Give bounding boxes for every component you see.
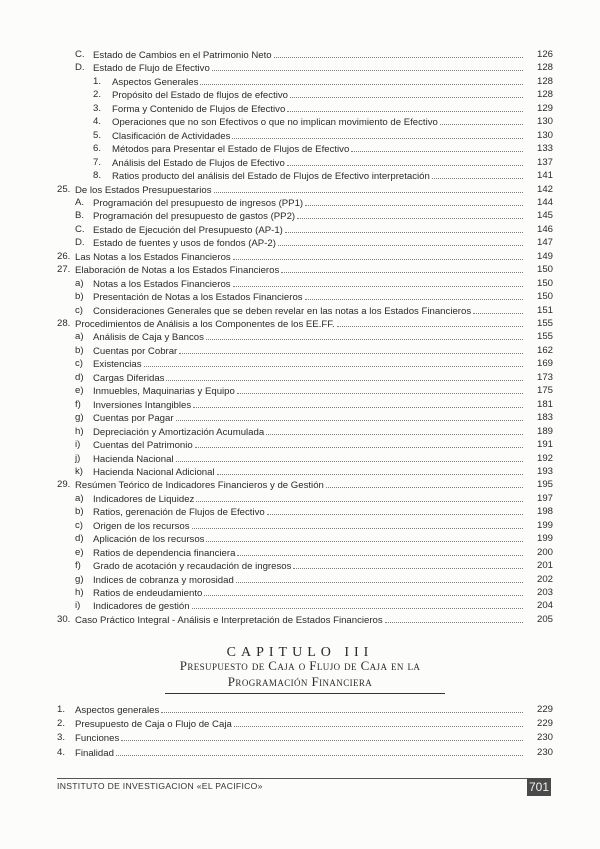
toc-entry-title: Existencias — [93, 359, 142, 371]
toc-entry-title-wrap — [93, 344, 523, 358]
toc-entry-title-wrap — [112, 129, 523, 143]
toc-entry-title: Las Notas a los Estados Financieros — [75, 251, 231, 263]
toc-entry-marker: 6. — [93, 143, 102, 155]
toc-entry-title: Hacienda Nacional — [93, 453, 174, 465]
toc-entry-title-wrap — [93, 532, 523, 546]
toc-entry — [0, 102, 600, 115]
toc-entry-page: 126 — [536, 49, 553, 60]
dot-leader — [192, 599, 523, 609]
toc-entry-title-wrap — [93, 277, 523, 291]
dot-leader — [385, 613, 523, 623]
toc-entry-title: Indices de cobranza y morosidad — [93, 574, 234, 586]
toc-entry-page: 130 — [536, 129, 553, 141]
toc-entry-title: Estado de Flujo de Efectivo — [93, 63, 210, 75]
toc-entry-page: 230 — [536, 746, 553, 758]
footer-rule — [57, 778, 551, 779]
toc-entry — [0, 573, 600, 586]
toc-entry-page: 149 — [536, 250, 553, 262]
toc-entry-page: 128 — [536, 89, 553, 101]
toc-entry-page: 200 — [536, 546, 553, 558]
toc-entry-title-wrap — [93, 371, 523, 385]
toc-entry-title: Ratios de endeudamiento — [93, 588, 203, 599]
toc-entry — [0, 290, 600, 303]
dot-leader — [440, 115, 523, 125]
toc-entry-marker: D. — [75, 237, 85, 249]
dot-leader — [285, 223, 523, 233]
toc-entry — [0, 731, 600, 744]
chapter-title-line-1: Presupuesto de Caja o Flujo de Caja en la — [179, 658, 421, 673]
toc-entry-marker: j) — [75, 452, 81, 464]
toc-entry-page: 145 — [536, 210, 553, 222]
toc-entry — [0, 586, 600, 599]
toc-entry-page: 229 — [536, 704, 553, 715]
toc-entry — [0, 304, 600, 317]
toc-entry — [0, 452, 600, 465]
toc-entry — [0, 384, 600, 397]
toc-entry-title-wrap — [93, 236, 523, 250]
dot-leader — [351, 142, 523, 152]
toc-entry-marker: d) — [75, 371, 84, 383]
dot-leader — [176, 452, 523, 462]
toc-entry-title: Notas a los Estados Financieros — [93, 278, 231, 290]
toc-entry-page: 199 — [536, 533, 553, 545]
toc-entry-page: 162 — [536, 344, 553, 356]
toc-entry-title-wrap — [93, 425, 523, 439]
toc-entry — [0, 505, 600, 518]
toc-entry-marker: C. — [75, 49, 85, 60]
toc-entry-title-wrap — [93, 573, 523, 587]
dot-leader — [217, 465, 523, 475]
toc-entry — [0, 317, 600, 330]
toc-entry-marker: 2. — [57, 718, 66, 730]
toc-entry-marker: h) — [75, 425, 84, 437]
toc-entry-marker: 1. — [93, 75, 102, 87]
toc-entry — [0, 48, 600, 61]
toc-entry-page: 199 — [536, 519, 553, 531]
toc-entry-title-wrap — [93, 384, 523, 398]
dot-leader — [176, 411, 523, 421]
toc-entry — [0, 196, 600, 209]
toc-entry-title-wrap — [112, 156, 523, 170]
dot-leader — [200, 75, 523, 85]
dot-leader — [278, 236, 523, 246]
toc-entry — [0, 546, 600, 559]
toc-entry-marker: 29. — [57, 479, 71, 491]
toc-entry — [0, 61, 600, 74]
toc-entry-page: 193 — [536, 465, 553, 477]
toc-entry-title-wrap — [93, 330, 523, 344]
toc-entry-page: 175 — [536, 385, 553, 397]
toc-entry-marker: 27. — [57, 264, 71, 276]
toc-entry-title-wrap — [75, 317, 523, 331]
toc-entry-page: 191 — [536, 439, 553, 451]
toc-entry-page: 150 — [536, 291, 553, 303]
dot-leader — [234, 717, 523, 727]
toc-entry — [0, 438, 600, 451]
toc-entry — [0, 236, 600, 249]
toc-entry-title-wrap — [112, 102, 523, 116]
toc-entry-page: 130 — [536, 116, 553, 128]
dot-leader — [287, 102, 523, 112]
toc-entry-title-wrap — [93, 465, 523, 479]
toc-entry — [0, 398, 600, 411]
toc-entry-page: 204 — [536, 600, 553, 612]
toc-entry-title-wrap — [75, 717, 523, 731]
toc-entry-title: Propósito del Estado de flujos de efectivo — [112, 90, 288, 102]
toc-entry-title: Forma y Contenido de Flujos de Efectivo — [112, 103, 286, 115]
toc-entry-title-wrap — [112, 75, 523, 89]
toc-entry-marker: i) — [75, 439, 81, 451]
toc-entry — [0, 129, 600, 142]
toc-entry-marker: c) — [75, 358, 83, 370]
toc-entry-page: 147 — [536, 237, 553, 249]
toc-entry-marker: 3. — [93, 102, 102, 114]
toc-entry-page: 128 — [536, 75, 553, 87]
toc-entry-title-wrap — [93, 398, 523, 412]
dot-leader — [266, 425, 523, 435]
toc-entry-page: 202 — [536, 573, 553, 585]
dot-leader — [237, 384, 523, 394]
toc-entry — [0, 746, 600, 759]
dot-leader — [232, 129, 523, 139]
dot-leader — [195, 438, 523, 448]
toc-entry-page: 197 — [536, 492, 553, 504]
toc-entry-page: 144 — [536, 196, 553, 208]
toc-entry-marker: 3. — [57, 732, 66, 744]
toc-entry-title: Caso Práctico Integral - Análisis e Interpretación de Estados Financieros — [75, 614, 383, 626]
toc-entry — [0, 465, 600, 478]
toc-entry — [0, 263, 600, 276]
dot-leader — [144, 357, 523, 367]
dot-leader — [206, 330, 523, 340]
toc-entry-page: 198 — [536, 506, 553, 518]
dot-leader — [432, 169, 523, 179]
toc-entry-title: Cuentas por Cobrar — [93, 345, 178, 357]
toc-entry-title: Cuentas del Patrimonio — [93, 440, 193, 452]
toc-entry-title-wrap — [93, 61, 523, 75]
toc-entry-title: Resúmen Teórico de Indicadores Financieros y de Gestión — [75, 480, 324, 492]
toc-entry-marker: 25. — [57, 183, 71, 195]
dot-leader — [290, 88, 523, 98]
toc-entry-title-wrap — [93, 492, 523, 506]
toc-entry-title-wrap — [93, 505, 523, 519]
toc-entry-title: Aspectos Generales — [112, 76, 199, 88]
toc-entry-title: Depreciación y Amortización Acumulada — [93, 426, 265, 438]
toc-entry — [0, 492, 600, 505]
dot-leader — [297, 209, 523, 219]
toc-entry-page: 229 — [536, 718, 553, 730]
toc-entry-page: 150 — [536, 264, 553, 276]
toc-entry-marker: d) — [75, 533, 84, 545]
dot-leader — [337, 317, 523, 327]
toc-entry-title-wrap — [93, 452, 523, 466]
toc-entry-marker: 1. — [57, 704, 66, 715]
dot-leader — [196, 492, 523, 502]
toc-entry-title: Funciones — [75, 733, 120, 745]
chapter-label: CAPITULO III — [226, 645, 374, 660]
dot-leader — [193, 398, 523, 408]
footer-institute: INSTITUTO DE INVESTIGACION «EL PACIFICO» — [57, 781, 263, 791]
toc-entry-title: Presentación de Notas a los Estados Financieros — [93, 292, 303, 304]
toc-entry-title-wrap — [93, 196, 523, 210]
toc-entry-marker: f) — [75, 560, 81, 572]
dot-leader — [305, 290, 523, 300]
toc-entry-page: 129 — [536, 102, 553, 114]
dot-leader — [287, 156, 523, 166]
toc-entry-title: Análisis de Caja y Bancos — [93, 332, 204, 344]
dot-leader — [166, 371, 523, 381]
toc-entry — [0, 425, 600, 438]
toc-entry-title-wrap — [93, 519, 523, 533]
toc-entry-marker: a) — [75, 277, 84, 289]
toc-entry-page: 141 — [536, 170, 553, 182]
toc-entry-title-wrap — [93, 546, 523, 560]
chapter-title — [0, 658, 600, 690]
toc-entry-title: Hacienda Nacional Adicional — [93, 466, 215, 478]
dot-leader — [233, 277, 523, 287]
toc-entry-title: Cargas Diferidas — [93, 372, 165, 384]
toc-entry-title-wrap — [93, 357, 523, 371]
dot-leader — [214, 183, 523, 193]
toc-entry — [0, 156, 600, 169]
toc-entry-page: 181 — [536, 398, 553, 410]
toc-entry-title-wrap — [75, 183, 523, 197]
toc-entry-title: Indicadores de Liquidez — [93, 493, 195, 505]
toc-entry-title-wrap — [75, 731, 523, 745]
dot-leader — [274, 48, 523, 58]
toc-entry-marker: a) — [75, 331, 84, 343]
toc-entry-marker: B. — [75, 210, 85, 222]
toc-entry — [0, 532, 600, 545]
toc-entry-title: Grado de acotación y recaudación de ingresos — [93, 561, 292, 573]
toc-entry-title-wrap — [93, 290, 523, 304]
dot-leader — [192, 519, 523, 529]
toc-entry — [0, 75, 600, 88]
toc-entry — [0, 599, 600, 612]
toc-entry — [0, 613, 600, 626]
toc-entry-marker: b) — [75, 291, 84, 303]
toc-entry — [0, 183, 600, 196]
toc-entry-marker: h) — [75, 587, 84, 598]
toc-entry-title: Programación del presupuesto de ingresos (PP1) — [93, 197, 304, 209]
toc-entry-title: Cuentas por Pagar — [93, 413, 174, 425]
toc-entry-title: Estado de Ejecución del Presupuesto (AP-1) — [93, 224, 283, 236]
toc-entry-marker: e) — [75, 385, 84, 397]
toc-entry — [0, 223, 600, 236]
toc-entry-page: 205 — [536, 613, 553, 625]
toc-entry-title: Ratios, gerenación de Flujos de Efectivo — [93, 507, 265, 519]
toc-entry-marker: i) — [75, 600, 81, 612]
toc-entry-title: Clasificación de Actividades — [112, 130, 231, 142]
toc-entry-page: 155 — [536, 318, 553, 329]
toc-entry-page: 146 — [536, 223, 553, 235]
dot-leader — [204, 586, 523, 596]
toc-entry-title: Inmuebles, Maquinarias y Equipo — [93, 386, 235, 398]
toc-entry-marker: 5. — [93, 129, 102, 141]
page-number: 701 — [528, 780, 550, 794]
dot-leader — [281, 263, 523, 273]
toc-entry-marker: 26. — [57, 250, 71, 262]
dot-leader — [473, 304, 523, 314]
toc-entry-title-wrap — [75, 250, 523, 264]
toc-entry-page: 137 — [536, 156, 553, 168]
toc-entry-page: 150 — [536, 277, 553, 289]
toc-entry-title: Operaciones que no son Efectivos o que no implican movimiento de Efectivo — [112, 117, 438, 129]
dot-leader — [293, 559, 523, 569]
toc-entry — [0, 357, 600, 370]
toc-entry-title-wrap — [112, 169, 523, 183]
toc-entry-marker: g) — [75, 412, 84, 424]
toc-entry-marker: 7. — [93, 156, 102, 168]
toc-entry — [0, 115, 600, 128]
toc-entry-title-wrap — [75, 703, 523, 717]
chapter-title-rule — [165, 693, 445, 694]
toc-entry-marker: a) — [75, 492, 84, 504]
toc-entry-title-wrap — [93, 559, 523, 573]
toc-entry-page: 203 — [536, 587, 553, 598]
toc-entry-title: Origen de los recursos — [93, 520, 190, 532]
toc-entry-page: 183 — [536, 412, 553, 424]
dot-leader — [206, 532, 523, 542]
toc-entry-title: Presupuesto de Caja o Flujo de Caja — [75, 719, 232, 731]
toc-entry-marker: 2. — [93, 89, 102, 101]
toc-entry — [0, 519, 600, 532]
toc-entry-marker: c) — [75, 304, 83, 316]
toc-entry-marker: 30. — [57, 613, 71, 625]
toc-entry-title-wrap — [75, 613, 523, 627]
toc-entry-title-wrap — [93, 586, 523, 600]
toc-entry-marker: e) — [75, 546, 84, 558]
toc-entry-marker: 28. — [57, 318, 71, 329]
toc-entry-title: Análisis del Estado de Flujos de Efectivo — [112, 157, 285, 169]
toc-entry — [0, 371, 600, 384]
toc-entry-page: 155 — [536, 331, 553, 343]
dot-leader — [236, 573, 523, 583]
dot-leader — [326, 478, 523, 488]
toc-entry — [0, 88, 600, 101]
toc-entry — [0, 277, 600, 290]
toc-entry-title-wrap — [93, 438, 523, 452]
toc-entry-page: 192 — [536, 452, 553, 464]
toc-entry — [0, 717, 600, 730]
toc-entry-marker: b) — [75, 506, 84, 518]
toc-entry-title-wrap — [75, 478, 523, 492]
toc-entry-title-wrap — [75, 263, 523, 277]
dot-leader — [161, 703, 523, 713]
toc-entry-title-wrap — [93, 411, 523, 425]
dot-leader — [305, 196, 523, 206]
toc-entry-page: 151 — [536, 304, 553, 316]
toc-entry — [0, 169, 600, 182]
toc-entry-title: Estado de fuentes y usos de fondos (AP-2) — [93, 238, 276, 250]
dot-leader — [121, 731, 523, 741]
toc-entry-marker: D. — [75, 62, 85, 74]
toc-entry-title: De los Estados Presupuestarios — [75, 184, 212, 196]
toc-entry — [0, 478, 600, 491]
toc-entry — [0, 250, 600, 263]
toc-entry — [0, 330, 600, 343]
dot-leader — [237, 546, 523, 556]
toc-entry — [0, 209, 600, 222]
toc-entry-title: Métodos para Presentar el Estado de Flujos de Efectivo — [112, 144, 350, 156]
toc-entry — [0, 703, 600, 716]
toc-entry-title-wrap — [112, 142, 523, 156]
toc-entry-title: Ratios producto del análisis del Estado de Flujos de Efectivo interpretación — [112, 171, 430, 183]
toc-entry-marker: k) — [75, 465, 83, 477]
dot-leader — [116, 746, 523, 756]
toc-entry-title-wrap — [93, 209, 523, 223]
dot-leader — [212, 61, 523, 71]
toc-entry-page: 189 — [536, 425, 553, 437]
toc-entry-title: Estado de Cambios en el Patrimonio Neto — [93, 50, 272, 61]
toc-entry-page: 230 — [536, 732, 553, 744]
toc-entry-title-wrap — [93, 599, 523, 613]
toc-entry-page: 173 — [536, 371, 553, 383]
toc-entry-marker: A. — [75, 196, 85, 208]
dot-leader — [233, 250, 523, 260]
toc-entry — [0, 411, 600, 424]
toc-entry-marker: 4. — [57, 746, 66, 758]
toc-entry-title-wrap — [93, 48, 523, 62]
toc-entry-title-wrap — [112, 115, 523, 129]
toc-entry-title-wrap — [93, 304, 523, 318]
toc-entry-title: Inversiones Intangibles — [93, 399, 192, 411]
toc-entry-title: Aspectos generales — [75, 705, 160, 716]
toc-entry-marker: 4. — [93, 116, 102, 128]
toc-entry-marker: g) — [75, 573, 84, 585]
toc-entry-marker: b) — [75, 344, 84, 356]
toc-entry-marker: c) — [75, 519, 83, 531]
toc-entry-marker: C. — [75, 223, 85, 235]
toc-entry-title: Elaboración de Notas a los Estados Financieros — [75, 265, 280, 277]
toc-entry-title: Procedimientos de Análisis a los Componentes de los EE.FF. — [75, 319, 335, 330]
toc-entry-marker: 8. — [93, 170, 102, 182]
toc-entry-page: 133 — [536, 143, 553, 155]
toc-entry-page: 169 — [536, 358, 553, 370]
toc-entry-title-wrap — [93, 223, 523, 237]
toc-entry — [0, 559, 600, 572]
toc-entry-title: Ratios de dependencia financiera — [93, 547, 236, 559]
toc-entry-title: Aplicación de los recursos — [93, 534, 205, 546]
chapter-title-line-2: Programación Financiera — [227, 674, 373, 689]
toc-entry-title: Consideraciones Generales que se deben revelar en las notas a los Estados Financieros — [93, 305, 472, 317]
toc-entry-title: Programación del presupuesto de gastos (PP2) — [93, 211, 296, 223]
toc-entry-page: 128 — [536, 62, 553, 74]
toc-entry-marker: f) — [75, 398, 81, 410]
toc-entry-page: 142 — [536, 183, 553, 195]
toc-entry-title-wrap — [75, 746, 523, 760]
toc-entry-page: 195 — [536, 479, 553, 491]
dot-leader — [179, 344, 523, 354]
toc-entry — [0, 142, 600, 155]
toc-entry-title-wrap — [112, 88, 523, 102]
toc-entry-page: 201 — [536, 560, 553, 572]
dot-leader — [267, 505, 523, 515]
toc-entry-title: Finalidad — [75, 747, 114, 759]
toc-entry-title: Indicadores de gestión — [93, 601, 190, 613]
toc-entry — [0, 344, 600, 357]
